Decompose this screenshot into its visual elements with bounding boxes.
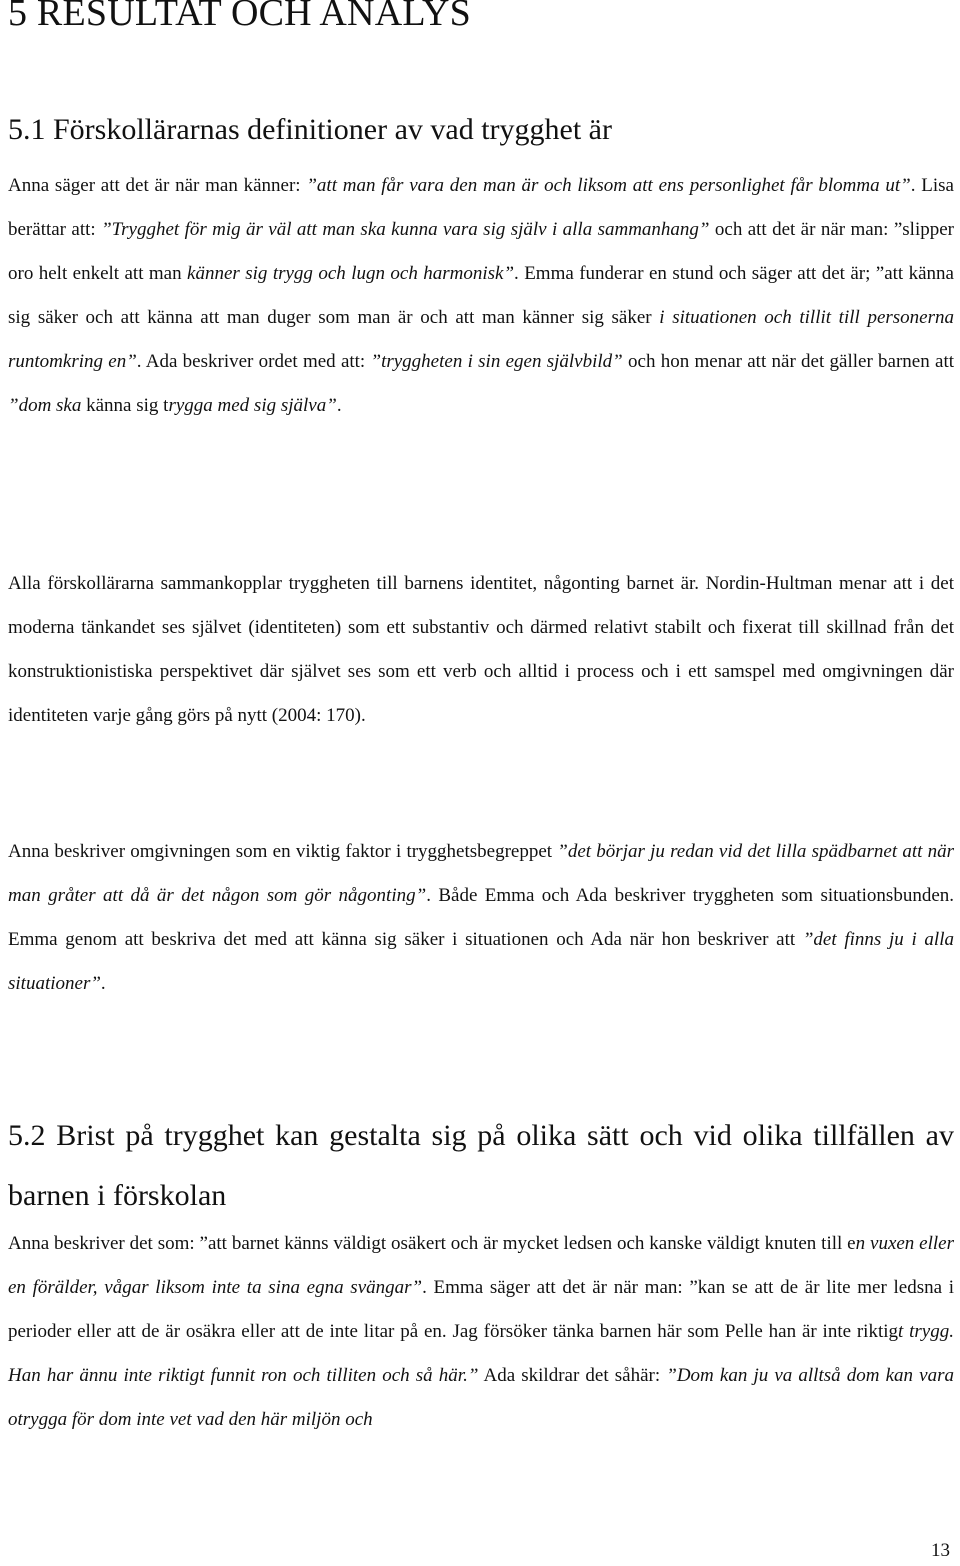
text-run: . Emma funderar en stund och säger att det är; [514, 263, 876, 284]
text-run: och att det är när man: [709, 219, 894, 240]
quote-ada-environment: ”Dom kan ju va alltså dom kan vara otrygga för dom inte vet vad den här miljön och [8, 1365, 954, 1430]
text-run: . Både Emma och Ada beskriver tryggheten som situationsbunden. Emma genom att beskriva det med att känna sig säker i situationen och Ada när hon beskriver att [8, 885, 954, 950]
text-run: . [336, 395, 342, 416]
paragraph-identity: Alla förskollärarna sammankopplar tryggheten till barnens identitet, någonting barnet är. Nordin-Hultman menar att i det moderna tänkandet ses självet (identiteten) som ett substantiv och därmed relativt stabilt och fixerat till skillnad från det konstruktionistiska perspektivet där självet ses som ett verb och alltid i process och i ett samspel med omgivningen där identiteten varje gång görs på nytt (2004: 170). [8, 573, 954, 726]
quote-anna-insecure: n vuxen eller en förälder, vågar liksom inte ta sina egna svängar” [8, 1233, 955, 1298]
quote-emma: ”att känna sig säker och att känna att man duger som man är och att man känner sig säker [8, 263, 954, 328]
paragraph-environment [8, 830, 954, 1006]
quote-emma-pelle: t trygg. Han har ännu inte riktigt funnit ron och tilliten och så här.” [8, 1321, 954, 1386]
text-run: Anna beskriver det som: ”att barnet känns väldigt osäkert och är mycket ledsen och kanske väldigt knuten till e [8, 1233, 856, 1254]
text-run: Anna beskriver omgivningen som en viktig faktor i trygghetsbegreppet [8, 841, 558, 862]
text-run: känna sig t [81, 395, 169, 416]
text-run: . Ada beskriver ordet med att: [136, 351, 371, 372]
text-run: Ada skildrar det såhär: [478, 1365, 667, 1386]
text-run: . Emma säger att det är när man: ”kan se att de är lite mer ledsna i perioder eller att de är osäkra eller att de inte litar på en. Jag försöker tänka barnen här som Pelle han är inte riktig [8, 1277, 955, 1342]
quote-ada-2-end: rygga med sig själva” [168, 395, 337, 416]
chapter-heading: 5 RESULTAT OCH ANALYS [8, 0, 471, 34]
page-number: 13 [931, 1540, 950, 1561]
paragraph-lack-of-security [8, 1222, 954, 1442]
section-heading-5-1: 5.1 Förskollärarnas definitioner av vad trygghet är [8, 113, 612, 146]
section-heading-5-2: 5.2 Brist på trygghet kan gestalta sig på olika sätt och vid olika tillfällen av barnen i förskolan [8, 1119, 954, 1212]
quote-ada: ”tryggheten i sin egen självbild” [370, 351, 623, 372]
quote-ada-situations: ”det finns ju i alla situationer” [8, 929, 954, 994]
text-run: och hon menar att när det gäller barnen att [622, 351, 955, 372]
quote-lisa: ”Trygghet för mig är väl att man ska kunna vara sig själv i alla sammanhang” [101, 219, 710, 240]
quote-ada-2: ”dom ska [8, 395, 82, 416]
quote-lisa-2: ”slipper oro helt enkelt att man [8, 219, 955, 284]
paragraph-definitions [8, 164, 954, 428]
quote-lisa-2-italic: känner sig trygg och lugn och harmonisk” [187, 263, 515, 284]
text-run: . Lisa berättar att: [8, 175, 954, 240]
quote-anna-environment: ”det börjar ju redan vid det lilla spädbarnet att när man gråter att då är det någon som gör någonting” [8, 841, 954, 906]
text-run: Anna säger att det är när man känner: [8, 175, 307, 196]
text-run: . [100, 973, 106, 994]
quote-emma-italic: i situationen och tillit till personerna runtomkring en” [8, 307, 954, 372]
quote-anna: ”att man får vara den man är och liksom att ens personlighet får blomma ut” [306, 175, 911, 196]
